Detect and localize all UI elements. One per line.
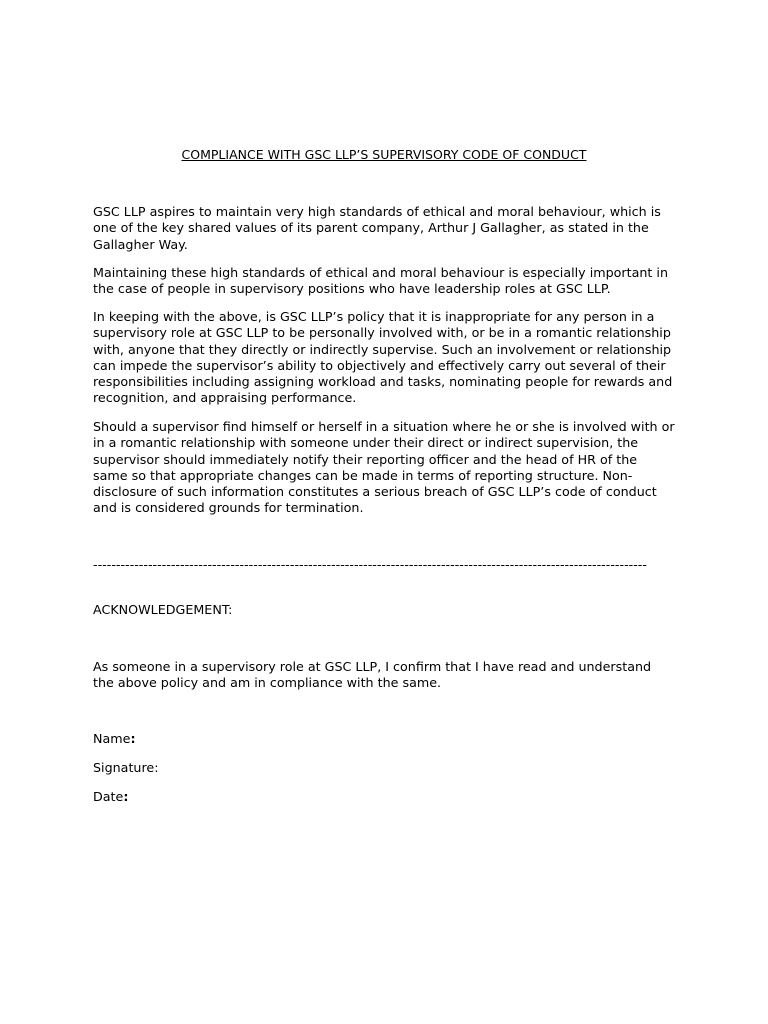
- name-colon: :: [130, 731, 136, 746]
- name-field: [93, 731, 136, 747]
- date-colon: :: [123, 789, 129, 804]
- date-field: [93, 789, 128, 805]
- acknowledgement-heading: ACKNOWLEDGEMENT:: [93, 602, 233, 617]
- signature-label: Signature:: [93, 760, 159, 775]
- acknowledgement-text: As someone in a supervisory role at GSC LLP, I confirm that I have read and understand the above policy and am in compliance with the same.: [93, 659, 652, 691]
- date-label: Date: [93, 789, 124, 804]
- separator-line: -------------------------------------------------------------------------------------------------------------------------: [93, 557, 647, 572]
- signature-field: [93, 760, 158, 776]
- name-label: Name: [93, 731, 131, 746]
- paragraph-intro: GSC LLP aspires to maintain very high standards of ethical and moral behaviour, which is one of the key shared values of its parent company, Arthur J Gallagher, as stated in the Gallagher Way.: [93, 204, 661, 252]
- paragraph-standards: Maintaining these high standards of ethical and moral behaviour is especially important in the case of people in supervisory positions who have leadership roles at GSC LLP.: [93, 265, 668, 297]
- paragraph-disclosure: Should a supervisor find himself or herself in a situation where he or she is involved with or in a romantic relationship with someone under their direct or indirect supervision, the supervisor should immediately notify their reporting officer and the head of HR of the same so that appropriate changes can be made in terms of reporting structure. Non-disclosure of such information constitutes a serious breach of GSC LLP’s code of conduct and is considered grounds for termination.: [93, 419, 675, 516]
- document-title: COMPLIANCE WITH GSC LLP’S SUPERVISORY CODE OF CONDUCT: [181, 147, 587, 162]
- paragraph-policy: In keeping with the above, is GSC LLP’s policy that it is inappropriate for any person in a supervisory role at GSC LLP to be personally involved with, or be in a romantic relationship with, anyone that they directly or indirectly supervise. Such an involvement or relationship can impede the supervisor’s ability to objectively and effectively carry out several of their responsibilities including assigning workload and tasks, nominating people for rewards and recognition, and appraising performance.: [93, 309, 673, 406]
